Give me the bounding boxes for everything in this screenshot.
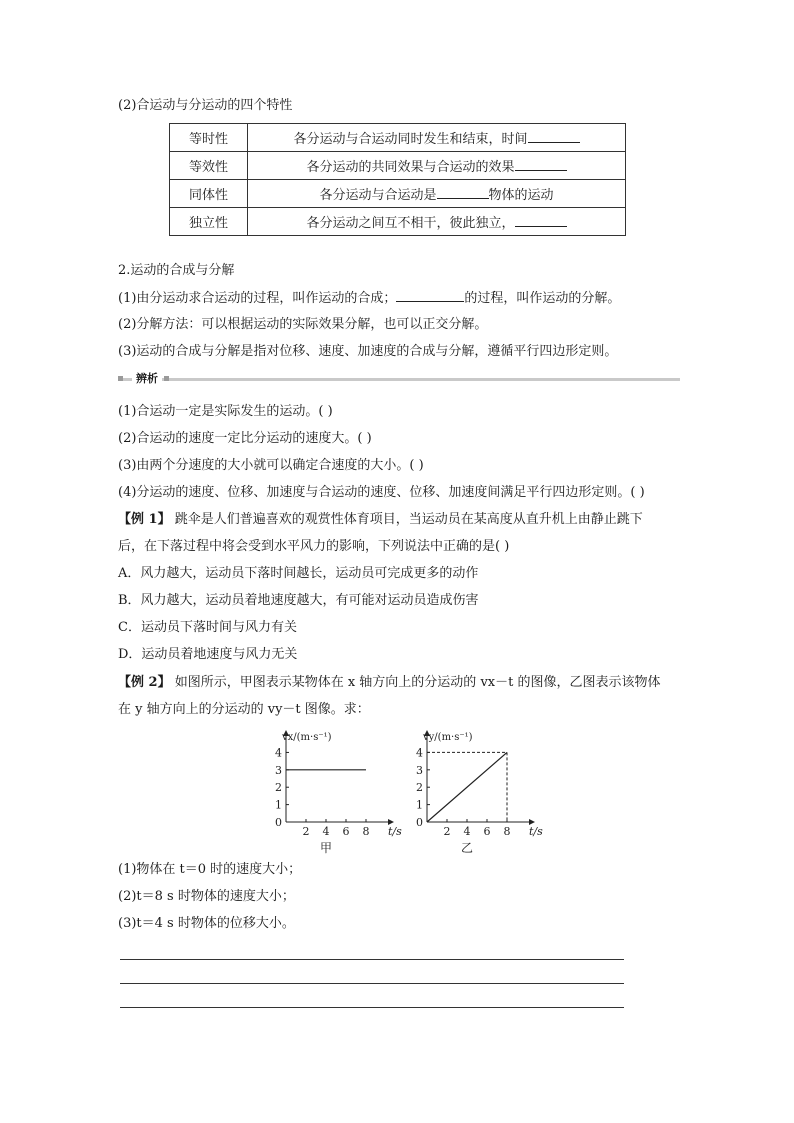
bianxi-item: (2)合运动的速度一定比分运动的速度大。( ) [118,431,372,446]
composition-line-3: (3)运动的合成与分解是指对位移、速度、加速度的合成与分解，遵循平行四边形定则。 [118,344,618,359]
y-tick-label: 1 [275,798,282,812]
fill-blank[interactable] [396,289,464,302]
section-heading-composition: 2.运动的合成与分解 [118,263,235,278]
divider-marker-icon [118,376,123,381]
table-row [170,208,626,236]
y-tick-label: 2 [275,781,282,795]
x-tick-label: 4 [463,825,471,838]
fill-blank[interactable] [515,214,567,227]
composition-line-1 [118,289,620,308]
example2-stem-cont: 在 y 轴方向上的分运动的 vy－t 图像。求： [118,702,370,717]
chart-jia-plot [275,730,402,855]
cell-text: 各分运动与合运动是 [319,188,437,203]
answer-line[interactable] [120,959,624,960]
y-tick-label: 0 [275,816,282,829]
y-axis-label: vx/(m·s⁻¹) [282,732,332,743]
cell-text: 各分运动与合运动同时发生和结束，时间 [293,132,528,147]
table-cell-key: 等效性 [170,152,248,180]
cell-text: 各分运动的共同效果与合运动的效果 [306,160,515,175]
section-heading-properties: (2)合运动与分运动的四个特性 [118,98,293,113]
stem-text: 如图所示，甲图表示某物体在 x 轴方向上的分运动的 vx－t 的图像，乙图表示该物体 [170,675,661,690]
y-axis-label: vy/(m·s⁻¹) [423,732,473,743]
x-tick-label: 2 [302,825,310,838]
bianxi-item: (4)分运动的速度、位移、加速度与合运动的速度、位移、加速度间满足平行四边形定则。( ) [118,485,645,500]
properties-table [169,123,626,236]
x-tick-label: 6 [342,825,350,838]
y-tick-label: 1 [416,798,423,812]
stem-text: 跳伞是人们普遍喜欢的观赏性体育项目，当运动员在某高度从直升机上由静止跳下 [170,512,643,527]
example-label: 【例 2】 [118,675,171,690]
x-axis-label: t/s [529,825,543,838]
y-tick-label: 3 [275,763,282,777]
chart-title: 甲 [319,841,333,855]
fill-blank[interactable] [437,186,489,199]
fill-blank[interactable] [528,130,580,143]
fill-blank[interactable] [515,158,567,171]
option-b: B．风力越大，运动员着地速度越大，有可能对运动员造成伤害 [118,593,479,608]
chart-title: 乙 [460,841,474,855]
table-cell-value [248,208,626,236]
x-axis-label: t/s [388,825,402,838]
chart-jia [262,726,402,856]
table-row [170,180,626,208]
table-cell-value [248,180,626,208]
bianxi-title: 辨析 [132,370,162,386]
table-cell-key: 同体性 [170,180,248,208]
option-d: D．运动员着地速度与风力无关 [118,647,298,662]
x-tick-label: 2 [443,825,451,838]
table-row [170,124,626,152]
y-tick-label: 4 [416,746,423,760]
table-cell-value [248,152,626,180]
table-row [170,152,626,180]
answer-line[interactable] [120,983,624,984]
y-tick-label: 2 [416,781,423,795]
x-tick-label: 8 [362,825,370,838]
example2-stem [118,674,660,692]
x-tick-label: 8 [503,825,511,838]
line-text: 的过程，叫作运动的分解。 [464,291,621,306]
series-line [427,752,507,822]
table-cell-value [248,124,626,152]
y-tick-label: 0 [416,816,423,829]
divider-marker-icon [164,376,169,381]
composition-line-2: (2)分解方法：可以根据运动的实际效果分解，也可以正交分解。 [118,317,488,332]
answer-line[interactable] [120,1007,624,1008]
example1-stem [118,511,643,529]
x-tick-label: 6 [483,825,491,838]
cell-text-after: 物体的运动 [488,188,554,203]
bianxi-item: (1)合运动一定是实际发生的运动。( ) [118,404,333,419]
example2-question: (3)t＝4 s 时物体的位移大小。 [118,916,295,931]
example2-question: (1)物体在 t＝0 时的速度大小； [118,862,302,877]
x-tick-label: 4 [322,825,330,838]
section-divider [118,378,680,381]
example-label: 【例 1】 [118,512,171,527]
option-c: C．运动员下落时间与风力有关 [118,620,297,635]
table-cell-key: 等时性 [170,124,248,152]
y-tick-label: 3 [416,763,423,777]
example1-stem-cont: 后，在下落过程中将会受到水平风力的影响，下列说法中正确的是( ) [118,539,510,554]
bianxi-item: (3)由两个分速度的大小就可以确定合速度的大小。( ) [118,458,424,473]
y-tick-label: 4 [275,746,282,760]
line-text: (1)由分运动求合运动的过程，叫作运动的合成； [118,291,397,306]
example2-question: (2)t＝8 s 时物体的速度大小； [118,889,295,904]
cell-text: 各分运动之间互不相干，彼此独立， [306,216,515,231]
chart-yi-plot [416,730,543,855]
table-cell-key: 独立性 [170,208,248,236]
option-a: A．风力越大，运动员下落时间越长，运动员可完成更多的动作 [118,566,479,581]
chart-yi [403,726,543,856]
